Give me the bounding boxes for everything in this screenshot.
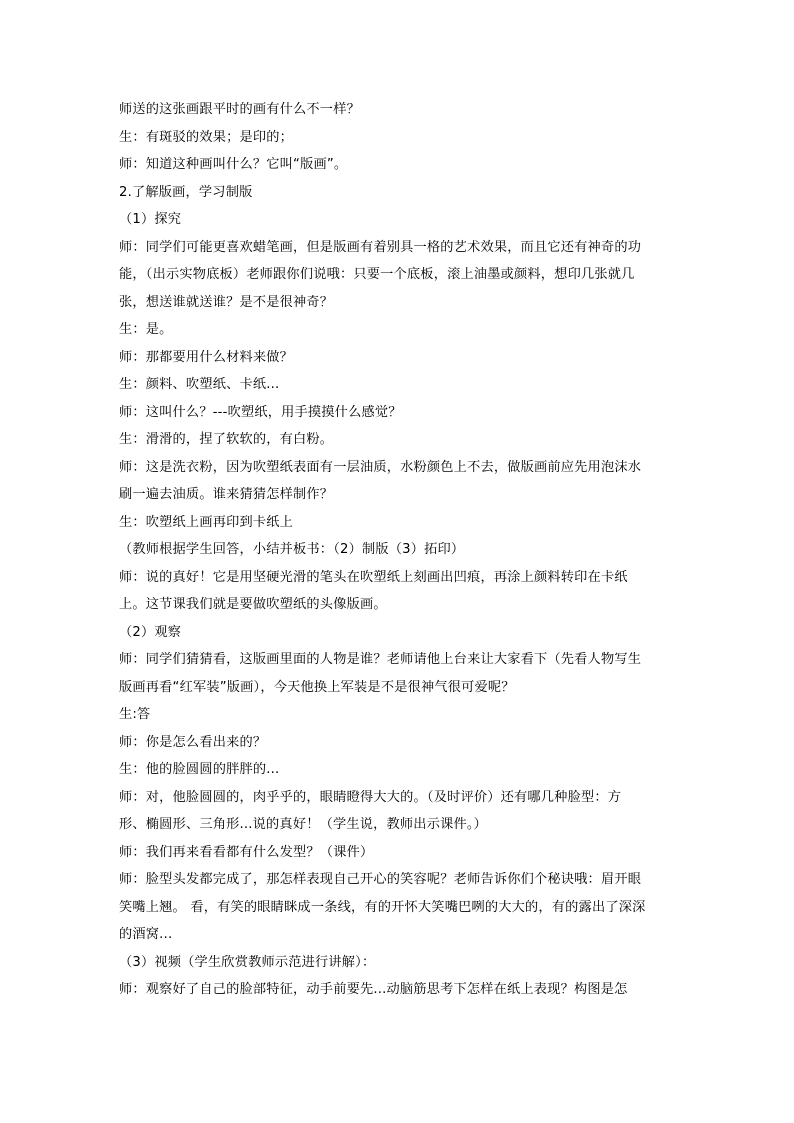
text-line: 能，（出示实物底板）老师跟你们说哦：只要一个底板，滚上油墨或颜料，想印几张就几 xyxy=(119,267,635,282)
text-line: 师：那都要用什么材料来做？ xyxy=(119,349,294,365)
text-line: 师：说的真好！它是用坚硬光滑的笔头在吹塑纸上刻画出凹痕，再涂上颜料转印在卡纸 xyxy=(119,569,628,585)
text-line: 师：你是怎么看出来的？ xyxy=(119,734,267,750)
document-body xyxy=(119,96,679,1004)
text-line: 生:答 xyxy=(119,707,151,722)
text-line: 师：我们再来看看都有什么发型？（课件） xyxy=(119,844,374,860)
text-line: 生：颜料、吹塑纸、卡纸... xyxy=(119,377,280,392)
text-line: 生：滑滑的，捏了软软的，有白粉。 xyxy=(119,432,334,447)
text-line: 笑嘴上翘。 看，有笑的眼睛眯成一条线，有的开怀大笑嘴巴咧的大大的，有的露出了深深 xyxy=(119,899,646,915)
text-line: 师：同学们可能更喜欢蜡笔画，但是版画有着别具一格的艺术效果，而且它还有神奇的功 xyxy=(119,239,642,255)
section-heading: 2.了解版画，学习制版 xyxy=(119,184,253,200)
subsection-heading: （2）观察 xyxy=(119,624,182,640)
text-line: 上。这节课我们就是要做吹塑纸的头像版画。 xyxy=(119,597,387,612)
text-line: 生：有斑驳的效果；是印的； xyxy=(119,129,294,145)
text-line: （教师根据学生回答，小结并板书：（2）制版（3）拓印） xyxy=(119,542,465,557)
text-line: 师：知道这种画叫什么？它叫“版画”。 xyxy=(119,157,348,172)
text-line: 的酒窝... xyxy=(119,927,173,942)
text-line: 师：观察好了自己的脸部特征，动手前要先...动脑筋思考下怎样在纸上表现？构图是怎 xyxy=(119,982,628,997)
text-line: 生：他的脸圆圆的胖胖的... xyxy=(119,762,280,777)
text-line: 版画再看“红军装”版画），今天他换上军装是不是很神气很可爱呢？ xyxy=(119,679,515,695)
text-line: 形、椭圆形、三角形...说的真好！（学生说，教师出示课件。） xyxy=(119,817,488,832)
text-line: 师：对，他脸圆圆的，肉乎乎的，眼睛瞪得大大的。（及时评价）还有哪几种脸型：方 xyxy=(119,789,622,805)
text-line: 师：脸型头发都完成了，那怎样表现自己开心的笑容呢？老师告诉你们个秘诀哦：眉开眼 xyxy=(119,872,642,887)
text-line: 生：吹塑纸上画再印到卡纸上 xyxy=(119,514,294,530)
text-line: 师送的这张画跟平时的画有什么不一样？ xyxy=(119,102,360,117)
text-line: 师：同学们猜猜看，这版画里面的人物是谁？老师请他上台来让大家看下（先看人物写生 xyxy=(119,652,642,667)
text-line: 张，想送谁就送谁？是不是很神奇？ xyxy=(119,294,334,310)
subsection-heading: （3）视频（学生欣赏教师示范进行讲解）： xyxy=(119,954,376,970)
text-line: 生：是。 xyxy=(119,322,173,337)
text-line: 刷一遍去油质。谁来猜猜怎样制作？ xyxy=(119,487,334,502)
text-line: 师：这是洗衣粉，因为吹塑纸表面有一层油质，水粉颜色上不去，做版画前应先用泡沫水 xyxy=(119,459,642,475)
text-line: 师：这叫什么？---吹塑纸，用手摸摸什么感觉？ xyxy=(119,404,402,420)
subsection-heading: （1）探究 xyxy=(119,212,182,227)
